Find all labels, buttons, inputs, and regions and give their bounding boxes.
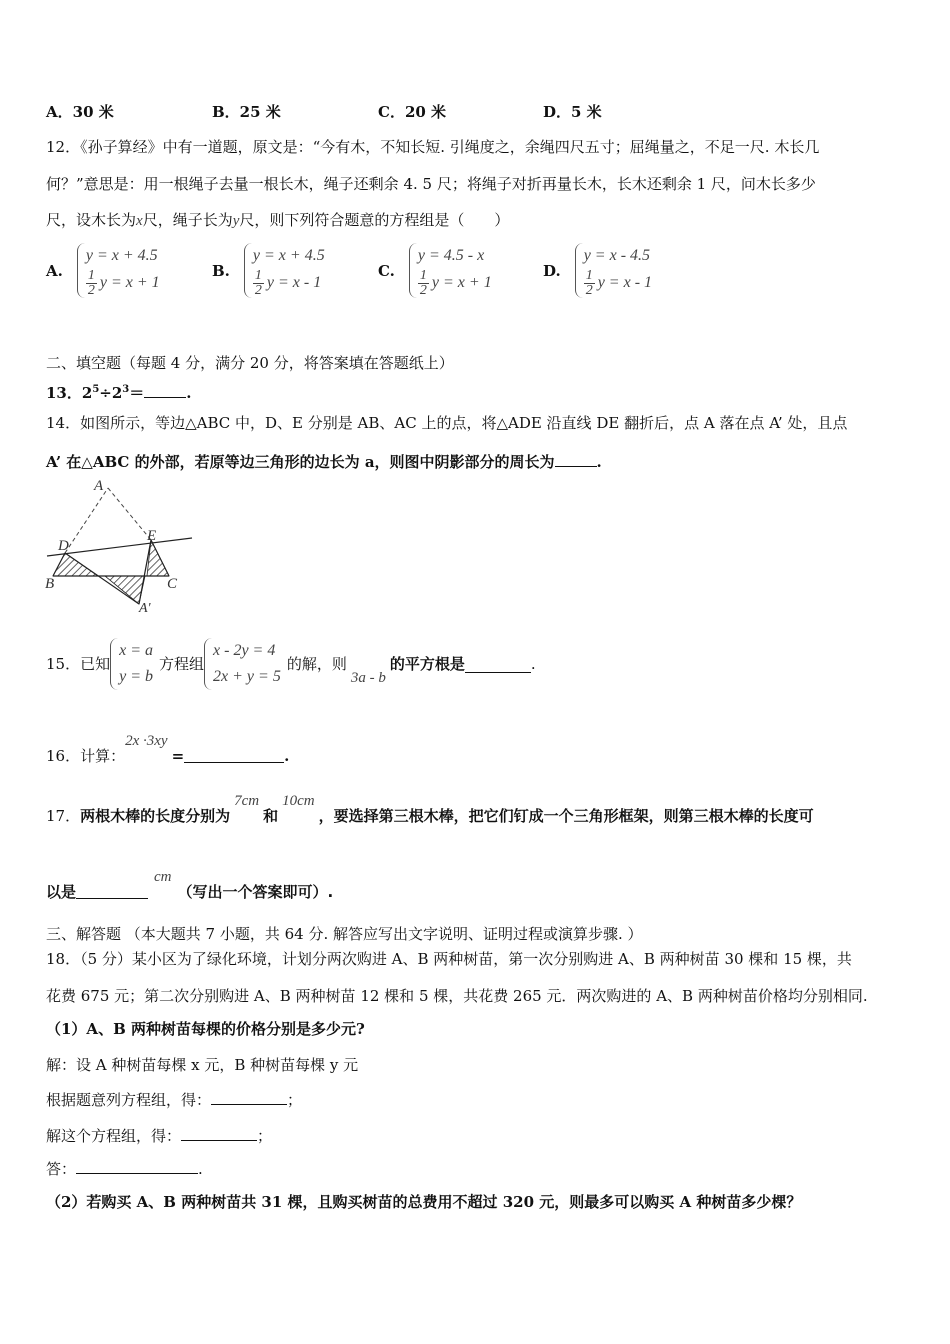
q14-answer-blank[interactable] [555, 450, 597, 467]
q13: 13．$2^5\div 2^3=$ . [46, 380, 192, 403]
q12-var-y: y [232, 213, 240, 229]
q14-triangle-figure [44, 476, 196, 616]
q17-unit: cm [154, 869, 172, 885]
q12-line3-c: 尺，则下列符合题意的方程组是（ ） [239, 211, 510, 229]
q18-answer-line: 答： . [46, 1157, 203, 1179]
q17-length-1: 7cm [234, 793, 260, 809]
q18-solve-blank[interactable] [181, 1124, 257, 1141]
q12-options [46, 243, 746, 323]
q12-option-d-system: y = x - 4.5 $\frac{1}{2}$ y = x - 1 [575, 243, 658, 298]
q12-option-c-system: y = 4.5 - x $\frac{1}{2}$ y = x + 1 [409, 243, 498, 298]
q18-equations-blank[interactable] [211, 1088, 287, 1105]
q12-option-a [46, 243, 166, 298]
q12-line3-a: 尺，设木长为 [46, 211, 137, 229]
q16-answer-blank[interactable] [184, 746, 284, 763]
q15-equation-system: x - 2y = 4 2x + y = 5 [204, 638, 287, 690]
q18-part2: （2）若购买 A、B 两种树苗共 31 棵，且购买树苗的总费用不超过 320 元，则最多可以购买 A 种树苗多少棵？ [46, 1193, 802, 1211]
q17-line1: 17．两根木棒的长度分别为7cm和10cm，要选择第三根木棒，把它们钉成一个三角形框架，则第三根木棒的长度可 [46, 793, 814, 825]
label-d: D [58, 538, 69, 554]
q12-option-a-label: A. [46, 261, 63, 280]
q18-solution-setup: 解：设 A 种树苗每棵 x 元，B 种树苗每棵 y 元 [46, 1056, 359, 1074]
section3-heading: 三、解答题 （本大题共 7 小题，共 64 分. 解答应写出文字说明、证明过程或演算步骤. ） [46, 925, 643, 943]
section2-heading: 二、填空题（每题 4 分，满分 20 分，将答案填在答题纸上） [46, 354, 454, 372]
q12-option-c-label: C. [378, 261, 395, 280]
q12-var-x: x [136, 213, 143, 229]
q18-solve-line: 解这个方程组，得： ； [46, 1124, 272, 1146]
q18-line1: 18．（5 分）某小区为了绿化环境，计划分两次购进 A、B 两种树苗，第一次分别购进 A、B 两种树苗 30 棵和 15 棵，共 [46, 950, 852, 968]
q18-answer-blank[interactable] [76, 1157, 198, 1174]
q17-answer-blank[interactable] [76, 882, 148, 899]
shaded-region-bottom [105, 576, 145, 604]
q12-option-a-system: y = x + 4.5 $\frac{1}{2}$ y = x + 1 [77, 243, 166, 298]
q12-option-b [212, 243, 331, 298]
q12-line3-b: 尺，绳子长为 [142, 211, 233, 229]
q17-line2: 以是cm（写出一个答案即可）. [46, 869, 334, 901]
label-a-prime: A' [139, 601, 151, 616]
shaded-region-right [147, 540, 169, 576]
q12-line1: 12．《孙子算经》中有一道题，原文是：“今有木，不知长短. 引绳度之，余绳四尺五寸；屈绳量之，不足一尺. 木长几 [46, 138, 820, 156]
q12-option-b-system: y = x + 4.5 $\frac{1}{2}$ y = x - 1 [244, 243, 331, 298]
q15: 15．已知 x = a y = b 方程组 x - 2y = 4 2x + y = 5 的解，则3a - b的平方根是 . [46, 638, 536, 691]
q17-length-2: 10cm [282, 793, 315, 809]
q12-option-c [378, 243, 498, 298]
q14-line1: 14．如图所示，等边△ABC 中，D、E 分别是 AB、AC 上的点，将△ADE 沿直线 DE 翻折后，点 A 落在点 A’ 处，且点 [46, 414, 848, 432]
dashed-line-ea [108, 488, 151, 540]
q11-option-b: B．25 米 [212, 103, 281, 121]
label-c: C [167, 576, 178, 592]
q15-expression: 3a - b [350, 670, 386, 686]
q12-option-d-label: D. [543, 261, 561, 280]
q12-option-b-label: B. [212, 261, 230, 280]
q16-expression: 2x ·3xy [125, 733, 168, 749]
label-b: B [45, 576, 55, 592]
q16: 16．计算：2x ·3xy= . [46, 733, 290, 765]
shaded-region-left [53, 553, 98, 576]
q12-line3 [46, 210, 509, 231]
q14-line2: A’ 在△ABC 的外部，若原等边三角形的边长为 a，则图中阴影部分的周长为 . [46, 450, 602, 472]
q18-line2: 花费 675 元；第二次分别购进 A、B 两种树苗 12 棵和 5 棵，共花费 265 元．两次购进的 A、B 两种树苗价格均分别相同. [46, 987, 868, 1005]
q11-option-c: C．20 米 [378, 103, 447, 121]
q13-answer-blank[interactable] [144, 381, 186, 398]
q12-line2: 何？”意思是：用一根绳子去量一根长木，绳子还剩余 4. 5 尺；将绳子对折再量长木，长木还剩余 1 尺，问木长多少 [46, 175, 816, 193]
dashed-line-da [65, 488, 108, 553]
q12-option-d [543, 243, 658, 298]
q18-equations-line: 根据题意列方程组，得： ； [46, 1088, 302, 1110]
q15-answer-blank[interactable] [465, 656, 531, 673]
q11-option-d: D．5 米 [543, 103, 602, 121]
label-e: E [147, 528, 157, 544]
label-a: A [94, 478, 104, 494]
q15-solution-system: x = a y = b [110, 638, 159, 690]
q11-option-a: A．30 米 [46, 103, 114, 121]
q18-part1: （1）A、B 两种树苗每棵的价格分别是多少元? [46, 1020, 365, 1038]
